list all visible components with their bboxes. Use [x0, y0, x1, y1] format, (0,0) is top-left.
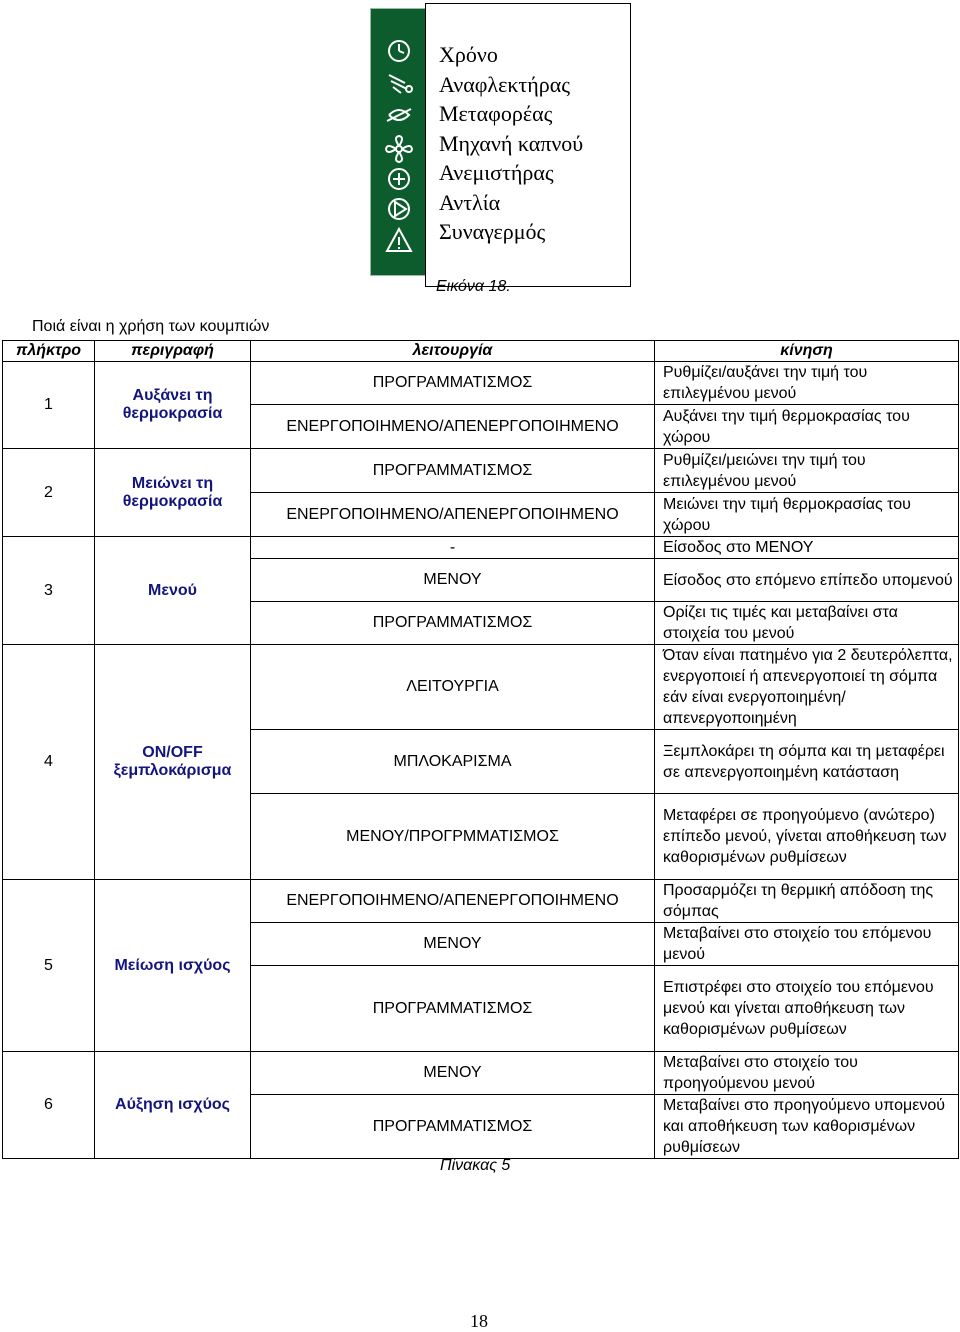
function-cell: -: [251, 537, 655, 559]
function-cell: ΛΕΙΤΟΥΡΓΙΑ: [251, 645, 655, 730]
legend-item: Μηχανή καπνού: [439, 130, 584, 156]
function-cell: ΜΠΛΟΚΑΡΙΣΜΑ: [251, 730, 655, 794]
action-cell: Ρυθμίζει/αυξάνει την τιμή του επιλεγμένου μενού: [655, 362, 959, 405]
key-description: Μενού: [95, 537, 251, 645]
key-description: Μείωση ισχύος: [95, 880, 251, 1052]
figure-caption: Εικόνα 18.: [436, 278, 511, 295]
table-caption: Πίνακας 5: [440, 1157, 511, 1174]
table-row: [3, 449, 959, 493]
action-cell: Είσοδος στο ΜΕΝΟΥ: [655, 537, 959, 559]
action-cell: Μεταβαίνει στο στοιχείο του προηγούμενου μενού: [655, 1052, 959, 1095]
key-description: Αυξάνει τη θερμοκρασία: [95, 362, 251, 449]
function-cell: ΜΕΝΟΥ: [251, 923, 655, 966]
key-number: 3: [3, 537, 95, 645]
header-action: κίνηση: [655, 341, 959, 362]
action-cell: Μεταβαίνει στο προηγούμενο υπομενού και αποθήκευση των καθορισμένων ρυθμίσεων: [655, 1095, 959, 1159]
table-row: [3, 1052, 959, 1095]
igniter-icon: [389, 75, 412, 93]
icon-strip-graphics: [371, 9, 429, 277]
key-description: Μειώνει τη θερμοκρασία: [95, 449, 251, 537]
function-cell: ΜΕΝΟΥ: [251, 1052, 655, 1095]
table-row: [3, 362, 959, 405]
icon-strip: [370, 8, 428, 276]
key-description: Αύξηση ισχύος: [95, 1052, 251, 1159]
action-cell: Ξεμπλοκάρει τη σόμπα και τη μεταφέρει σε απενεργοποιημένη κατάσταση: [655, 730, 959, 794]
function-cell: ΕΝΕΡΓΟΠΟΙΗΜΕΝΟ/ΑΠΕΝΕΡΓΟΠΟΙΗΜΕΝΟ: [251, 880, 655, 923]
table-row: [3, 645, 959, 730]
legend-item: Χρόνο: [439, 42, 498, 67]
key-description: ON/OFF ξεμπλοκάρισμα: [95, 645, 251, 880]
function-cell: ΠΡΟΓΡΑΜΜΑΤΙΣΜΟΣ: [251, 449, 655, 493]
action-cell: Ορίζει τις τιμές και μεταβαίνει στα στοιχεία του μενού: [655, 602, 959, 645]
key-number: 1: [3, 362, 95, 449]
smoke-fan-icon: [386, 136, 412, 162]
action-cell: Είσοδος στο επόμενο επίπεδο υπομενού: [655, 559, 959, 602]
page-number: 18: [470, 1311, 488, 1331]
function-cell: ΠΡΟΓΡΑΜΜΑΤΙΣΜΟΣ: [251, 602, 655, 645]
buttons-table: [2, 340, 959, 1159]
pump-icon: [389, 199, 409, 219]
function-cell: ΕΝΕΡΓΟΠΟΙΗΜΕΝΟ/ΑΠΕΝΕΡΓΟΠΟΙΗΜΕΝΟ: [251, 405, 655, 449]
figure-legend-box: [425, 3, 631, 287]
function-cell: ΠΡΟΓΡΑΜΜΑΤΙΣΜΟΣ: [251, 966, 655, 1052]
legend-item: Συναγερμός: [439, 219, 546, 244]
action-cell: Μειώνει την τιμή θερμοκρασίας του χώρου: [655, 493, 959, 537]
action-cell: Αυξάνει την τιμή θερμοκρασίας του χώρου: [655, 405, 959, 449]
action-cell: Μεταφέρει σε προηγούμενο (ανώτερο) επίπεδο μενού, γίνεται αποθήκευση των καθορισμένων ρυθμίσεων: [655, 794, 959, 880]
function-cell: ΜΕΝΟΥ: [251, 559, 655, 602]
action-cell: Προσαρμόζει τη θερμική απόδοση της σόμπας: [655, 880, 959, 923]
section-heading: Ποιά είναι η χρήση των κουμπιών: [32, 318, 270, 335]
key-number: 4: [3, 645, 95, 880]
action-cell: Επιστρέφει στο στοιχείο του επόμενου μενού και γίνεται αποθήκευση των καθορισμένων ρυθμίσεων: [655, 966, 959, 1052]
function-cell: ΠΡΟΓΡΑΜΜΑΤΙΣΜΟΣ: [251, 362, 655, 405]
table-row: [3, 880, 959, 923]
legend-item: Μεταφορέας: [439, 101, 553, 126]
action-cell: Μεταβαίνει στο στοιχείο του επόμενου μενού: [655, 923, 959, 966]
header-description: περιγραφή: [95, 341, 251, 362]
action-cell: Ρυθμίζει/μειώνει την τιμή του επιλεγμένου μενού: [655, 449, 959, 493]
clock-icon: [389, 41, 409, 61]
alarm-icon: [387, 229, 411, 251]
header-function: λειτουργία: [251, 341, 655, 362]
conveyor-icon: [387, 109, 411, 121]
action-cell: Όταν είναι πατημένο για 2 δευτερόλεπτα, ενεργοποιεί ή απενεργοποιεί τη σόμπα εάν είναι ενεργοποιημένη/απενεργοποιημένη: [655, 645, 959, 730]
key-number: 5: [3, 880, 95, 1052]
function-cell: ΕΝΕΡΓΟΠΟΙΗΜΕΝΟ/ΑΠΕΝΕΡΓΟΠΟΙΗΜΕΝΟ: [251, 493, 655, 537]
key-number: 6: [3, 1052, 95, 1159]
circulator-icon: [389, 169, 409, 189]
function-cell: ΠΡΟΓΡΑΜΜΑΤΙΣΜΟΣ: [251, 1095, 655, 1159]
legend-item: Αντλία: [439, 189, 501, 215]
header-key: πλήκτρο: [3, 341, 95, 362]
table-header-row: [3, 341, 959, 362]
legend-item: Αναφλεκτήρας: [439, 71, 570, 97]
function-cell: ΜΕΝΟΥ/ΠΡΟΓΡΜΜΑΤΙΣΜΟΣ: [251, 794, 655, 880]
table-row: [3, 537, 959, 559]
legend-item: Ανεμιστήρας: [439, 160, 554, 185]
key-number: 2: [3, 449, 95, 537]
